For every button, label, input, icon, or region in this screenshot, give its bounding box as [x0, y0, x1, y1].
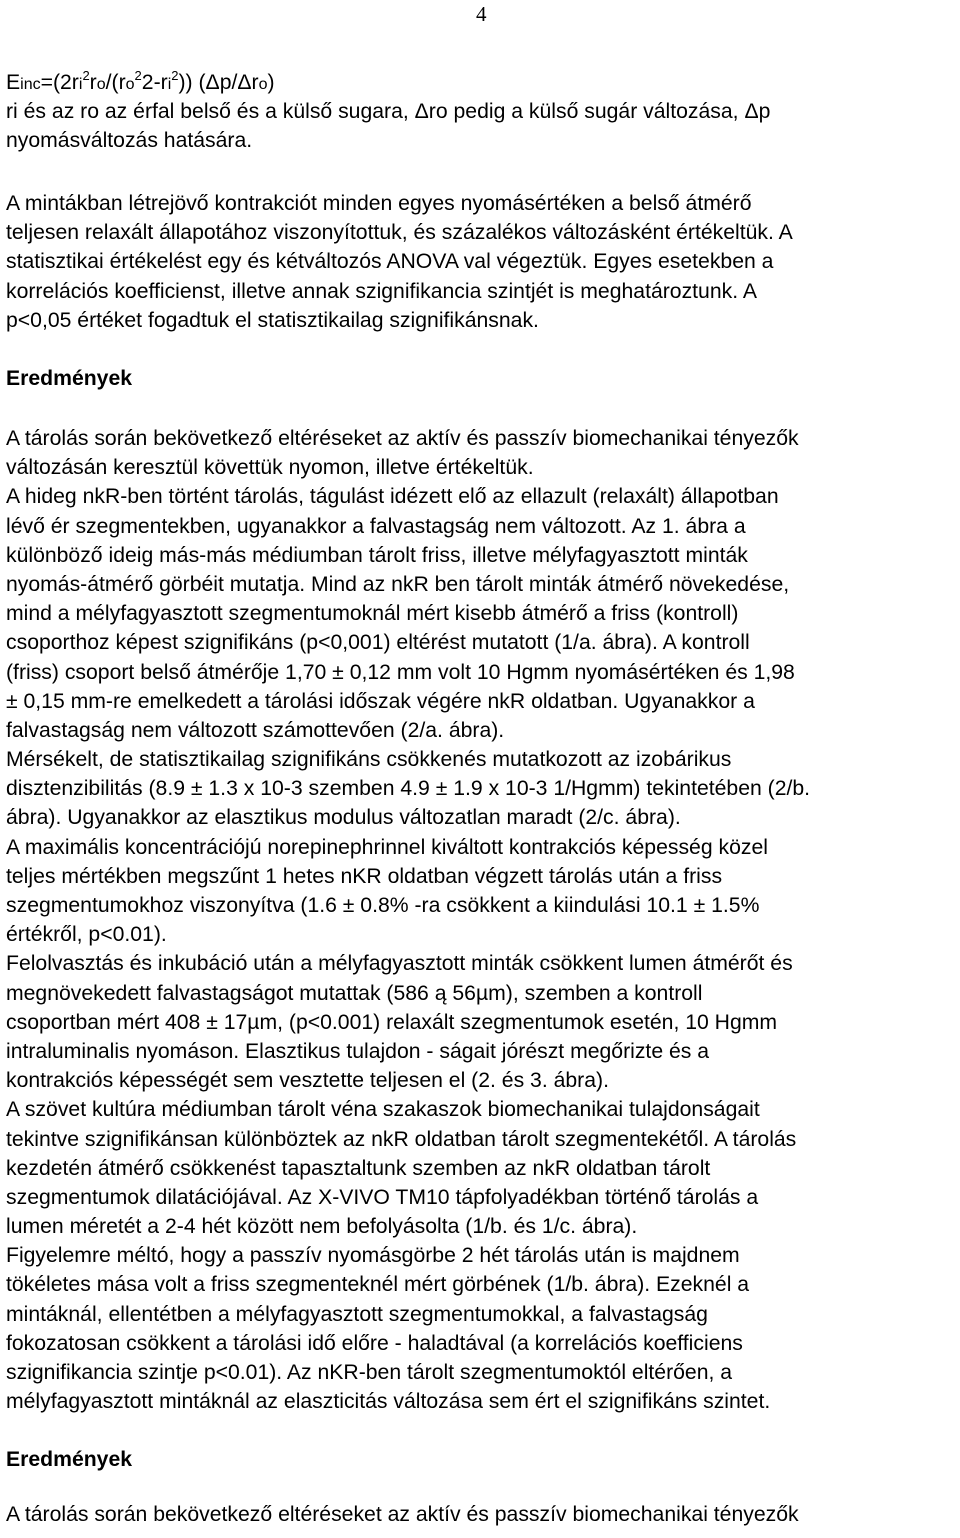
text-line: (friss) csoport belső átmérője 1,70 ± 0,12 mm volt 10 Hgmm nyomásértéken és 1,98 — [6, 660, 795, 684]
text-line: ± 0,15 mm-re emelkedett a tárolási időszak végére nkR oldatban. Ugyanakkor a — [6, 689, 755, 713]
section-heading-results: Eredmények — [6, 367, 133, 390]
section-heading-results-2: Eredmények — [6, 1448, 133, 1471]
text-line: A tárolás során bekövetkező eltéréseket az aktív és passzív biomechanikai tényezők — [6, 1503, 799, 1526]
text-line: intraluminalis nyomáson. Elasztikus tulajdon - ságait jórészt megőrizte és a — [6, 1039, 710, 1063]
text-line: A tárolás során bekövetkező eltéréseket az aktív és passzív biomechanikai tényezők — [6, 427, 799, 450]
text-line: Mérsékelt, de statisztikailag szignifikáns csökkenés mutatkozott az izobárikus — [6, 748, 732, 772]
text-line: mélyfagyasztott mintáknál az elaszticitás változása sem ért el szignifikáns szintet. — [6, 1390, 771, 1414]
text-line: megnövekedett falvastagságot mutattak (586 ą 56µm), szemben a kontroll — [6, 981, 703, 1005]
formula-line: $Einc=(2ri^2ro/(ro^22-ri^2))$ (Δp/Δro) — [6, 68, 275, 94]
page-number: 4 — [476, 2, 487, 26]
text-line: mind a mélyfagyasztott szegmentumoknál mért kisebb átmérő a friss (kontroll) — [6, 602, 739, 626]
text-line: statisztikai értékelést egy és kétváltozós ANOVA val végeztük. Egyes esetekben a — [6, 250, 774, 274]
text-line: csoporthoz képest szignifikáns (p<0,001) eltérést mutatott (1/a. ábra). A kontroll — [6, 631, 750, 655]
text-line: tökéletes mása volt a friss szegmenteknél mért görbének (1/b. ábra). Ezeknél a — [6, 1273, 750, 1297]
text-line: korrelációs koefficienst, illetve annak szignifikancia szintjét is meghatároztunk. A — [6, 279, 757, 303]
text-line: A mintákban létrejövő kontrakciót minden egyes nyomásértéken a belső átmérő — [6, 192, 752, 215]
text-line: ábra). Ugyanakkor az elasztikus modulus változatlan maradt (2/c. ábra). — [6, 806, 681, 830]
text-line: nyomás-átmérő görbéit mutatja. Mind az nkR ben tárolt minták átmérő növekedése, — [6, 572, 790, 596]
text-line: A hideg nkR-ben történt tárolás, tágulást idézett elő az ellazult (relaxált) állapotban — [6, 485, 779, 509]
text-line: p<0,05 értéket fogadtuk el statisztikailag szignifikánsnak. — [6, 308, 539, 332]
text-line: ri és az ro az érfal belső és a külső sugara, Δro pedig a külső sugár változása, Δp — [6, 100, 771, 124]
text-line: falvastagság nem változott számottevően (2/a. ábra). — [6, 718, 505, 742]
formula-paragraph — [6, 68, 958, 156]
text-line: tekintve szignifikánsan különböztek az nkR oldatban tárolt szegmentekétől. A tárolás — [6, 1127, 797, 1151]
text-line: lumen méretét a 2-4 hét között nem befolyásolta (1/b. és 1/c. ábra). — [6, 1215, 638, 1239]
text-line: szegmentumok dilatációjával. Az X-VIVO TM10 tápfolyadékban történő tárolás a — [6, 1185, 759, 1209]
results-paragraph-2 — [6, 1500, 958, 1529]
methods-paragraph — [6, 189, 958, 335]
text-line: disztenzibilitás (8.9 ± 1.3 x 10-3 szemben 4.9 ± 1.9 x 10-3 1/Hgmm) tekintetében (2/b. — [6, 777, 811, 801]
text-line: fokozatosan csökkent a tárolási idő előre - haladtával (a korrelációs koefficiens — [6, 1331, 743, 1355]
text-line: Figyelemre méltó, hogy a passzív nyomásgörbe 2 hét tárolás után is majdnem — [6, 1244, 740, 1268]
text-line: teljes mértékben megszűnt 1 hetes nKR oldatban végzett tárolás után a friss — [6, 864, 723, 888]
text-line: kontrakciós képességét sem vesztette teljesen el (2. és 3. ábra). — [6, 1069, 609, 1093]
results-paragraph — [6, 424, 958, 1416]
text-line: szegmentumokhoz viszonyítva (1.6 ± 0.8% -ra csökkent a kiindulási 10.1 ± 1.5% — [6, 894, 760, 917]
text-line: szignifikancia szintje p<0.01). Az nKR-ben tárolt szegmentumoktól eltérően, a — [6, 1361, 733, 1384]
text-line: lévő ér szegmentekben, ugyanakkor a falvastagság nem változott. Az 1. ábra a — [6, 514, 746, 538]
text-line: csoportban mért 408 ± 17µm, (p<0.001) relaxált szegmentumok esetén, 10 Hgmm — [6, 1010, 778, 1034]
text-line: teljesen relaxált állapotához viszonyítottuk, és százalékos változásként értékeltük. A — [6, 221, 793, 245]
text-line: értékről, p<0.01). — [6, 923, 167, 947]
text-line: nyomásváltozás hatására. — [6, 129, 253, 153]
text-line: különböző ideig más-más médiumban tárolt friss, illetve mélyfagyasztott minták — [6, 543, 748, 567]
text-line: A szövet kultúra médiumban tárolt véna szakaszok biomechanikai tulajdonságait — [6, 1098, 760, 1122]
text-line: Felolvasztás és inkubáció után a mélyfagyasztott minták csökkent lumen átmérőt és — [6, 952, 793, 976]
text-line: A maximális koncentrációjú norepinephrinnel kiváltott kontrakciós képesség közel — [6, 835, 768, 859]
text-line: mintáknál, ellentétben a mélyfagyasztott szegmentumokkal, a falvastagság — [6, 1302, 708, 1326]
text-line: változásán keresztül követtük nyomon, illetve értékeltük. — [6, 456, 534, 480]
text-line: kezdetén átmérő csökkenést tapasztaltunk szemben az nkR oldatban tárolt — [6, 1156, 711, 1180]
